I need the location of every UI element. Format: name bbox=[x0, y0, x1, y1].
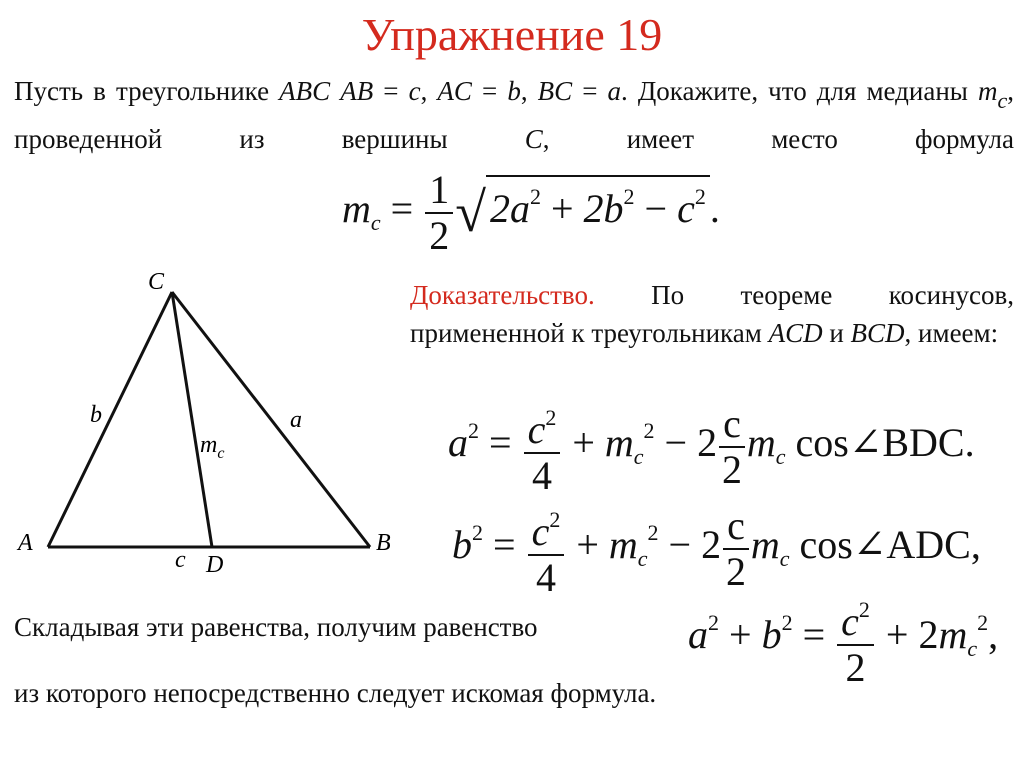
vertex-c-label: C bbox=[148, 269, 165, 295]
page-title: Упражнение 19 bbox=[361, 9, 663, 60]
triangle-figure bbox=[10, 262, 410, 592]
proof-label: Доказательство. bbox=[410, 280, 595, 310]
median-line bbox=[172, 292, 212, 547]
main-formula: $m_c$ = $\frac{1}{2}$ √ $2a^2 + 2b^2 - c^2$ . bbox=[342, 167, 720, 258]
side-b bbox=[48, 292, 172, 547]
conclusion-text: из которого непосредственно следует искомая формула. bbox=[14, 678, 657, 708]
equation-b: $b^2$ = $\frac{c^2}{4}$ + $m_c^2 - 2$ $\frac{c}{2}$ $m_c$ cos∠ADC, bbox=[452, 498, 981, 600]
problem-statement: Пусть в треугольнике ABC AB = c, AC = b, BC = a. Докажите, что для медианы $m_c$, проведенной из вершины C, имеет место формула bbox=[14, 76, 1015, 154]
side-b-label: b bbox=[90, 402, 102, 428]
sum-line-text: Складывая эти равенства, получим равенство bbox=[14, 612, 538, 642]
side-c-label: c bbox=[175, 547, 186, 573]
side-a bbox=[172, 292, 370, 547]
median-label: $m_c$ bbox=[200, 432, 225, 462]
point-d-label: D bbox=[206, 552, 224, 578]
vertex-b-label: B bbox=[376, 530, 391, 556]
side-a-label: a bbox=[290, 407, 302, 433]
proof-text: Доказательство. По теореме косинусов, примененной к треугольникам ACD и BCD, имеем: bbox=[410, 280, 1014, 348]
sum-equation: $a^2 + b^2$ = $\frac{c^2}{2}$ + $2m_c^2$, bbox=[688, 588, 998, 690]
equation-a: $a^2$ = $\frac{c^2}{4}$ + $m_c^2 - 2$ $\frac{c}{2}$ $m_c$ cos∠BDC. bbox=[448, 396, 975, 498]
vertex-a-label: A bbox=[18, 530, 33, 556]
